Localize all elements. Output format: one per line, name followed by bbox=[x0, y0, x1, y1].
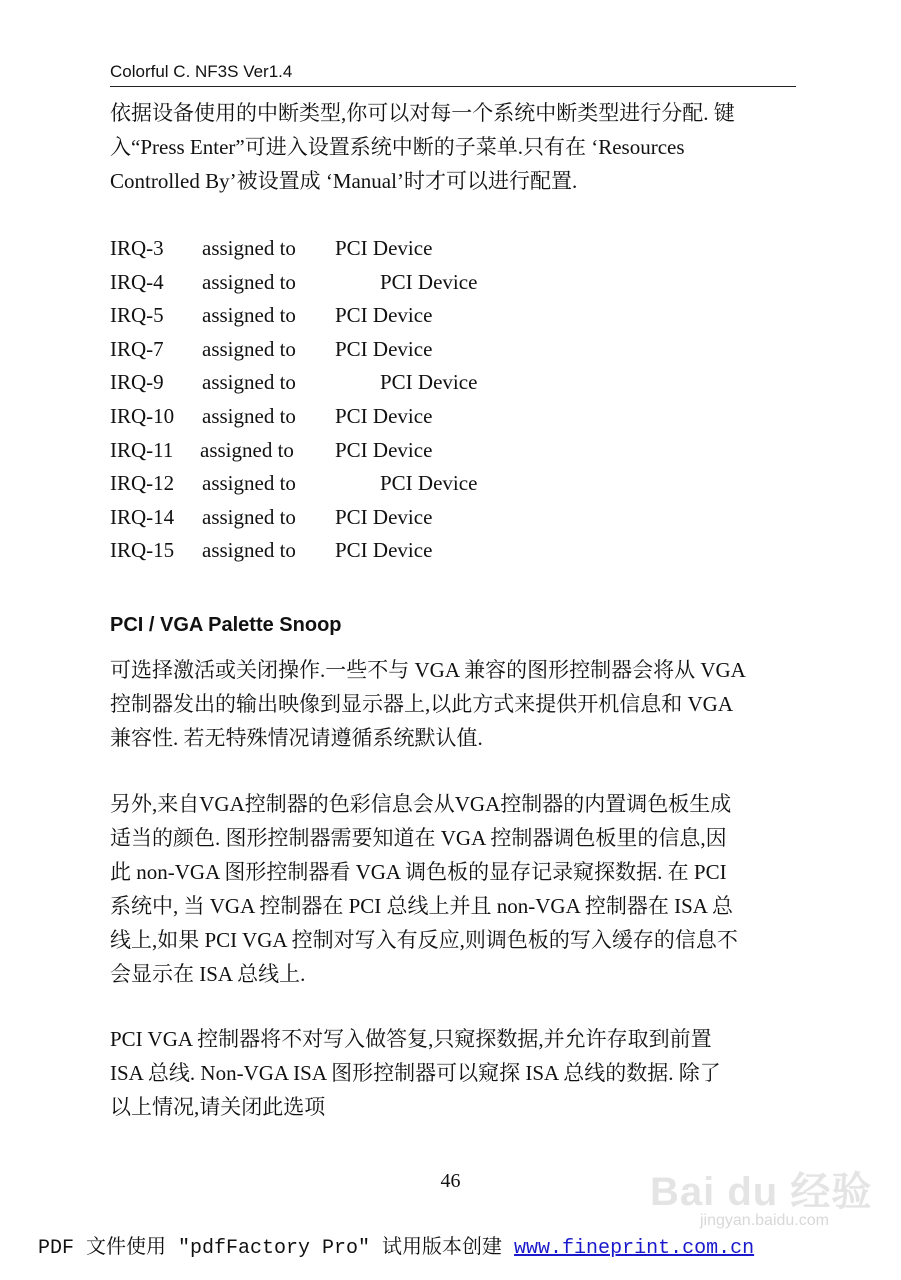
irq-label: IRQ-14 bbox=[110, 504, 175, 529]
paragraph-line: 适当的颜色. 图形控制器需要知道在 VGA 控制器调色板里的信息,因 bbox=[110, 826, 727, 850]
irq-label: IRQ-4 bbox=[110, 269, 164, 294]
device-label: PCI Device bbox=[335, 303, 433, 328]
irq-row bbox=[110, 467, 710, 501]
assigned-label: assigned to bbox=[202, 403, 296, 428]
paragraph-line: 会显示在 ISA 总线上. bbox=[110, 962, 306, 986]
page-number: 46 bbox=[440, 1170, 461, 1192]
irq-row bbox=[110, 400, 710, 434]
irq-label: IRQ-10 bbox=[110, 403, 175, 428]
irq-label: IRQ-9 bbox=[110, 370, 164, 395]
baidu-watermark-url: jingyan.baidu.com bbox=[700, 1212, 829, 1229]
section-paragraph-3 bbox=[110, 1022, 796, 1124]
paragraph-line: ISA 总线. Non-VGA ISA 图形控制器可以窥探 ISA 总线的数据. 除了 bbox=[110, 1061, 721, 1085]
assigned-label: assigned to bbox=[202, 471, 296, 496]
section-paragraph-2 bbox=[110, 787, 796, 991]
paragraph-line: 以上情况,请关闭此选项 bbox=[110, 1095, 326, 1119]
assigned-label: assigned to bbox=[202, 336, 296, 361]
baidu-watermark-logo: Bai du 经验 bbox=[650, 1170, 873, 1214]
irq-row bbox=[110, 232, 710, 266]
device-label: PCI Device bbox=[335, 538, 433, 563]
intro-line: Controlled By’被设置成 ‘Manual’时才可以进行配置. bbox=[110, 169, 578, 193]
assigned-label: assigned to bbox=[202, 303, 296, 328]
irq-row bbox=[110, 501, 710, 535]
header-rule bbox=[110, 86, 796, 87]
irq-label: IRQ-12 bbox=[110, 471, 175, 496]
assigned-label: assigned to bbox=[202, 504, 296, 529]
intro-paragraph bbox=[110, 96, 796, 198]
irq-row bbox=[110, 333, 710, 367]
paragraph-line: 另外,来自VGA控制器的色彩信息会从VGA控制器的内置调色板生成 bbox=[110, 792, 732, 816]
paragraph-line: 控制器发出的输出映像到显示器上,以此方式来提供开机信息和 VGA bbox=[110, 692, 733, 716]
pdf-footer bbox=[38, 1230, 754, 1260]
intro-line: 依据设备使用的中断类型,你可以对每一个系统中断类型进行分配. 键 bbox=[110, 101, 735, 125]
device-label: PCI Device bbox=[335, 236, 433, 260]
irq-row bbox=[110, 534, 710, 568]
assigned-label: assigned to bbox=[202, 236, 296, 260]
device-label: PCI Device bbox=[335, 336, 433, 361]
paragraph-line: 线上,如果 PCI VGA 控制对写入有反应,则调色板的写入缓存的信息不 bbox=[110, 928, 738, 952]
irq-row bbox=[110, 434, 710, 468]
irq-label: IRQ-3 bbox=[110, 236, 164, 260]
section-title: PCI / VGA Palette Snoop bbox=[110, 614, 342, 636]
assigned-label: assigned to bbox=[202, 269, 296, 294]
paragraph-line: 系统中, 当 VGA 控制器在 PCI 总线上并且 non-VGA 控制器在 ISA 总 bbox=[110, 894, 734, 918]
device-label: PCI Device bbox=[335, 437, 433, 462]
device-label: PCI Device bbox=[380, 471, 478, 496]
assigned-label: assigned to bbox=[200, 437, 294, 462]
irq-label: IRQ-5 bbox=[110, 303, 164, 328]
device-label: PCI Device bbox=[380, 269, 478, 294]
irq-list bbox=[110, 232, 710, 568]
irq-label: IRQ-7 bbox=[110, 336, 164, 361]
assigned-label: assigned to bbox=[202, 370, 296, 395]
device-label: PCI Device bbox=[380, 370, 478, 395]
footer-text: PDF 文件使用 "pdfFactory Pro" 试用版本创建 bbox=[38, 1237, 515, 1260]
intro-line: 入“Press Enter”可进入设置系统中断的子菜单.只有在 ‘Resources bbox=[110, 135, 685, 159]
irq-label: IRQ-11 bbox=[110, 437, 174, 462]
irq-row bbox=[110, 366, 710, 400]
paragraph-line: PCI VGA 控制器将不对写入做答复,只窥探数据,并允许存取到前置 bbox=[110, 1027, 712, 1051]
irq-label: IRQ-15 bbox=[110, 538, 175, 563]
paragraph-line: 此 non-VGA 图形控制器看 VGA 调色板的显存记录窥探数据. 在 PCI bbox=[110, 860, 727, 884]
irq-row bbox=[110, 266, 710, 300]
device-label: PCI Device bbox=[335, 403, 433, 428]
section-paragraph-1 bbox=[110, 653, 796, 755]
assigned-label: assigned to bbox=[202, 538, 296, 563]
device-label: PCI Device bbox=[335, 504, 433, 529]
irq-row bbox=[110, 299, 710, 333]
paragraph-line: 可选择激活或关闭操作.一些不与 VGA 兼容的图形控制器会将从 VGA bbox=[110, 658, 746, 682]
paragraph-line: 兼容性. 若无特殊情况请遵循系统默认值. bbox=[110, 726, 483, 750]
footer-link[interactable]: www.fineprint.com.cn bbox=[514, 1237, 755, 1260]
page-header: Colorful C. NF3S Ver1.4 bbox=[110, 62, 293, 81]
